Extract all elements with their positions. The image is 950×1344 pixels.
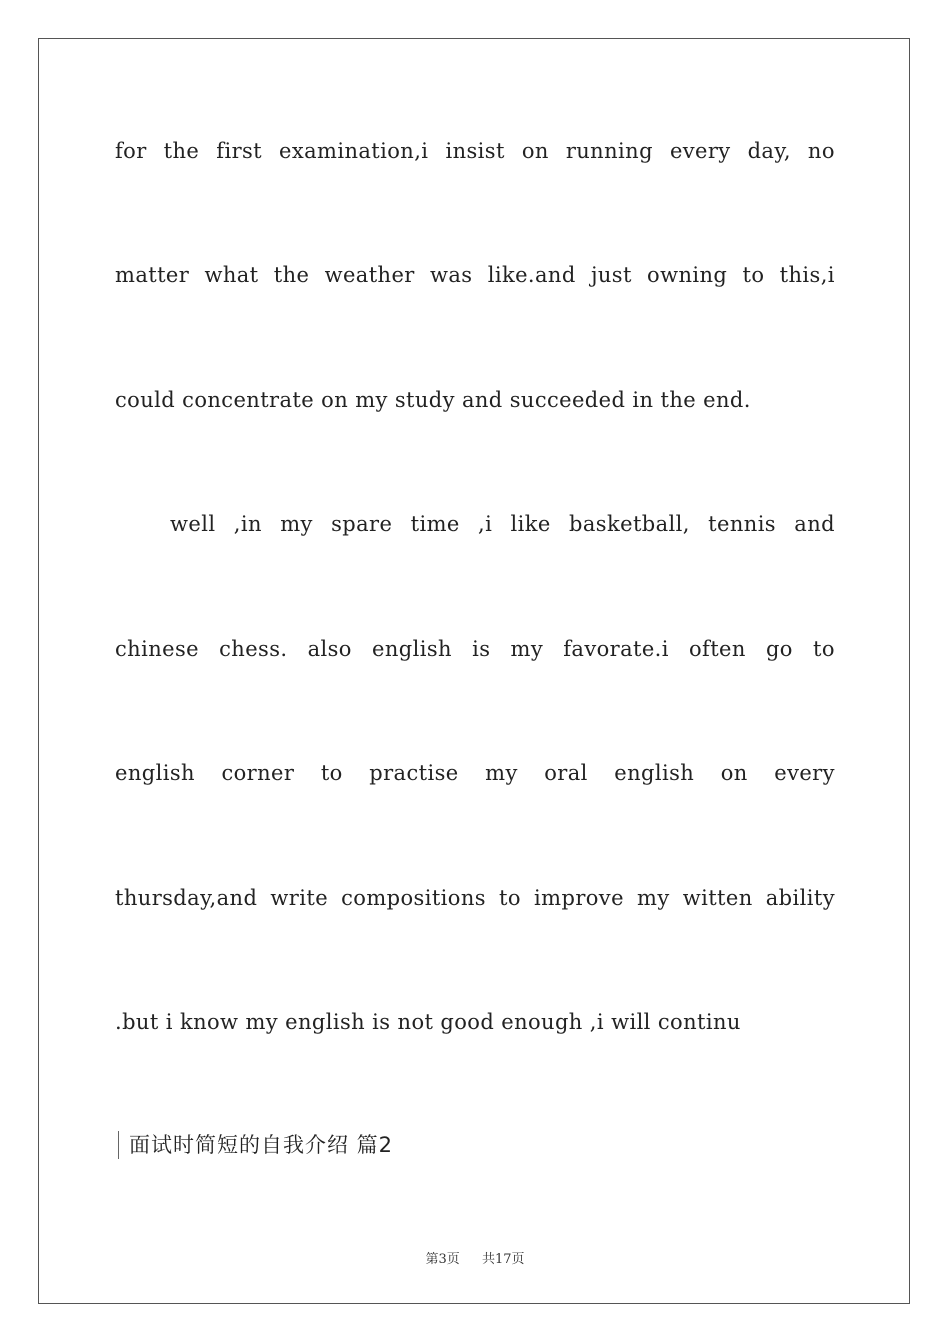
word: go [765, 637, 793, 661]
body-line-7 [115, 884, 835, 912]
word: english [614, 761, 695, 785]
word: no [807, 139, 835, 163]
body-line-1 [115, 137, 835, 165]
word: what [204, 263, 259, 287]
word: write [270, 886, 329, 910]
word: chinese [115, 637, 199, 661]
body-line-3: could concentrate on my study and succeeded in the end. [115, 388, 751, 412]
word: my [280, 512, 313, 536]
word: the [163, 139, 200, 163]
word: insist [445, 139, 505, 163]
word: to [320, 761, 343, 785]
word: ,in [233, 512, 262, 536]
word: on [521, 139, 549, 163]
word: every [669, 139, 731, 163]
word: english [115, 761, 195, 785]
word: matter [115, 263, 190, 287]
body-line-6 [115, 759, 835, 787]
body-line-8: .but i know my english is not good enough ,i will continu [115, 1010, 741, 1034]
word: often [689, 637, 746, 661]
word: chess. [219, 637, 288, 661]
word: tennis [708, 512, 776, 536]
word: basketball, [569, 512, 690, 536]
word: day, [747, 139, 791, 163]
word: well [170, 512, 216, 536]
word: like [510, 512, 551, 536]
word: weather [324, 263, 415, 287]
word: ability [765, 886, 835, 910]
word: just [590, 263, 632, 287]
word: also [307, 637, 352, 661]
word: time [410, 512, 460, 536]
page-total: 共17页 [482, 1252, 525, 1267]
word: my [485, 761, 518, 785]
word: every [774, 761, 835, 785]
page-frame [38, 38, 910, 1304]
word: and [794, 512, 835, 536]
word: is [472, 637, 491, 661]
body-line-5 [115, 635, 835, 663]
word: corner [221, 761, 295, 785]
word: improve [534, 886, 624, 910]
word: on [720, 761, 748, 785]
word: first [216, 139, 263, 163]
word: favorate.i [563, 637, 669, 661]
word: oral [544, 761, 588, 785]
word: compositions [341, 886, 486, 910]
word: thursday,and [115, 886, 258, 910]
word: my [637, 886, 670, 910]
page-number: 第3页 [425, 1252, 460, 1267]
word: for [115, 139, 147, 163]
word: to [812, 637, 835, 661]
word: running [565, 139, 653, 163]
word: was [430, 263, 473, 287]
word: practise [369, 761, 459, 785]
word: english [372, 637, 452, 661]
body-line-4 [115, 510, 835, 538]
word: this,i [779, 263, 835, 287]
word: to [742, 263, 765, 287]
page-footer [0, 1248, 950, 1267]
word: witten [682, 886, 753, 910]
word: my [510, 637, 544, 661]
body-line-2 [115, 261, 835, 289]
word: ,i [478, 512, 493, 536]
word: to [499, 886, 521, 910]
word: owning [647, 263, 728, 287]
section-heading: 面试时简短的自我介绍 篇2 [118, 1131, 393, 1159]
word: examination,i [279, 139, 429, 163]
word: like.and [487, 263, 576, 287]
word: the [273, 263, 310, 287]
word: spare [331, 512, 393, 536]
